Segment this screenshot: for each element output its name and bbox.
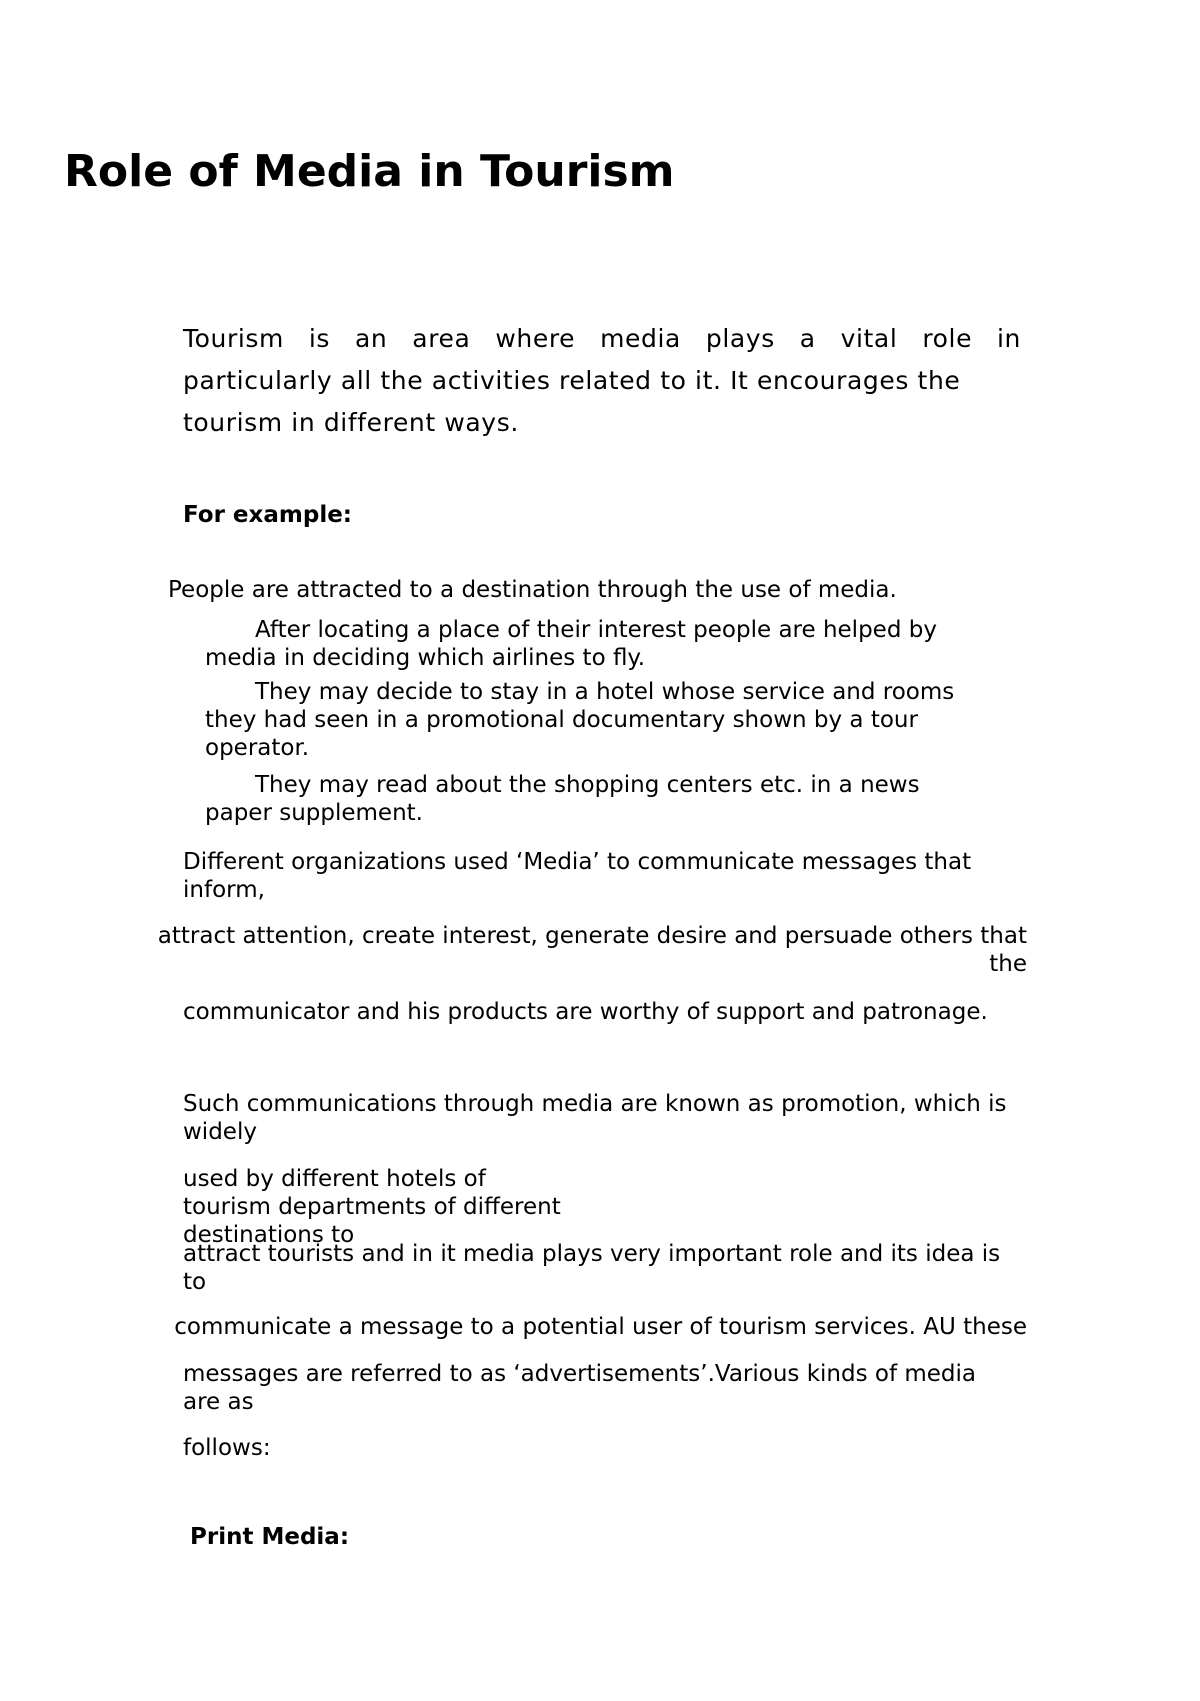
example-item bbox=[205, 616, 937, 672]
example-line: they had seen in a promotional documentary shown by a tour bbox=[205, 707, 918, 733]
paragraph-fragment: tourism departments of different bbox=[183, 1194, 561, 1220]
print-media-heading: Print Media: bbox=[190, 1524, 350, 1550]
paragraph-line bbox=[183, 1165, 561, 1221]
organizations-paragraph bbox=[183, 848, 971, 904]
promotion-paragraph: follows: bbox=[183, 1435, 271, 1461]
example-item: People are attracted to a destination through the use of media. bbox=[168, 577, 897, 603]
example-line: They may decide to stay in a hotel whose service and rooms bbox=[255, 679, 955, 705]
paragraph-line: are as bbox=[183, 1389, 254, 1415]
paragraph-line: Different organizations used ‘Media’ to communicate messages that bbox=[183, 849, 972, 875]
paragraph-line: the bbox=[989, 951, 1027, 977]
paragraph-line: destinations to bbox=[183, 1222, 355, 1248]
paragraph-line: attract tourists and in it media plays very important role and its idea is bbox=[183, 1241, 1001, 1267]
paragraph-line: attract attention, create interest, generate desire and persuade others that bbox=[157, 923, 1027, 949]
paragraph-line: to bbox=[183, 1269, 207, 1295]
intro-paragraph bbox=[183, 318, 1021, 444]
paragraph-line: messages are referred to as ‘advertisements’.Various kinds of media bbox=[183, 1361, 977, 1387]
paragraph-line: Such communications through media are known as promotion, which is bbox=[183, 1091, 1007, 1117]
promotion-paragraph bbox=[183, 1165, 561, 1249]
promotion-paragraph bbox=[183, 1360, 976, 1416]
paragraph-line: inform, bbox=[183, 877, 265, 903]
document-title: Role of Media in Tourism bbox=[64, 146, 675, 197]
promotion-paragraph: communicate a message to a potential user of tourism services. AU these bbox=[174, 1314, 1027, 1340]
example-line: media in deciding which airlines to fly. bbox=[205, 645, 646, 671]
intro-line: Tourism is an area where media plays a vital role in bbox=[183, 324, 1021, 353]
example-line: operator. bbox=[205, 735, 310, 761]
promotion-paragraph bbox=[183, 1090, 1007, 1146]
example-item bbox=[205, 771, 920, 827]
intro-line: tourism in different ways. bbox=[183, 408, 519, 437]
example-line: paper supplement. bbox=[205, 800, 423, 826]
paragraph-fragment: used by different hotels of bbox=[183, 1166, 486, 1192]
organizations-paragraph: communicator and his products are worthy of support and patronage. bbox=[183, 999, 988, 1025]
for-example-heading: For example: bbox=[183, 502, 352, 528]
example-line: After locating a place of their interest people are helped by bbox=[255, 617, 937, 643]
organizations-paragraph bbox=[108, 922, 1027, 978]
paragraph-line: widely bbox=[183, 1119, 257, 1145]
promotion-paragraph bbox=[183, 1240, 1000, 1296]
intro-line: particularly all the activities related to it. It encourages the bbox=[183, 366, 961, 395]
example-line: They may read about the shopping centers etc. in a news bbox=[255, 772, 920, 798]
example-item bbox=[205, 678, 954, 762]
